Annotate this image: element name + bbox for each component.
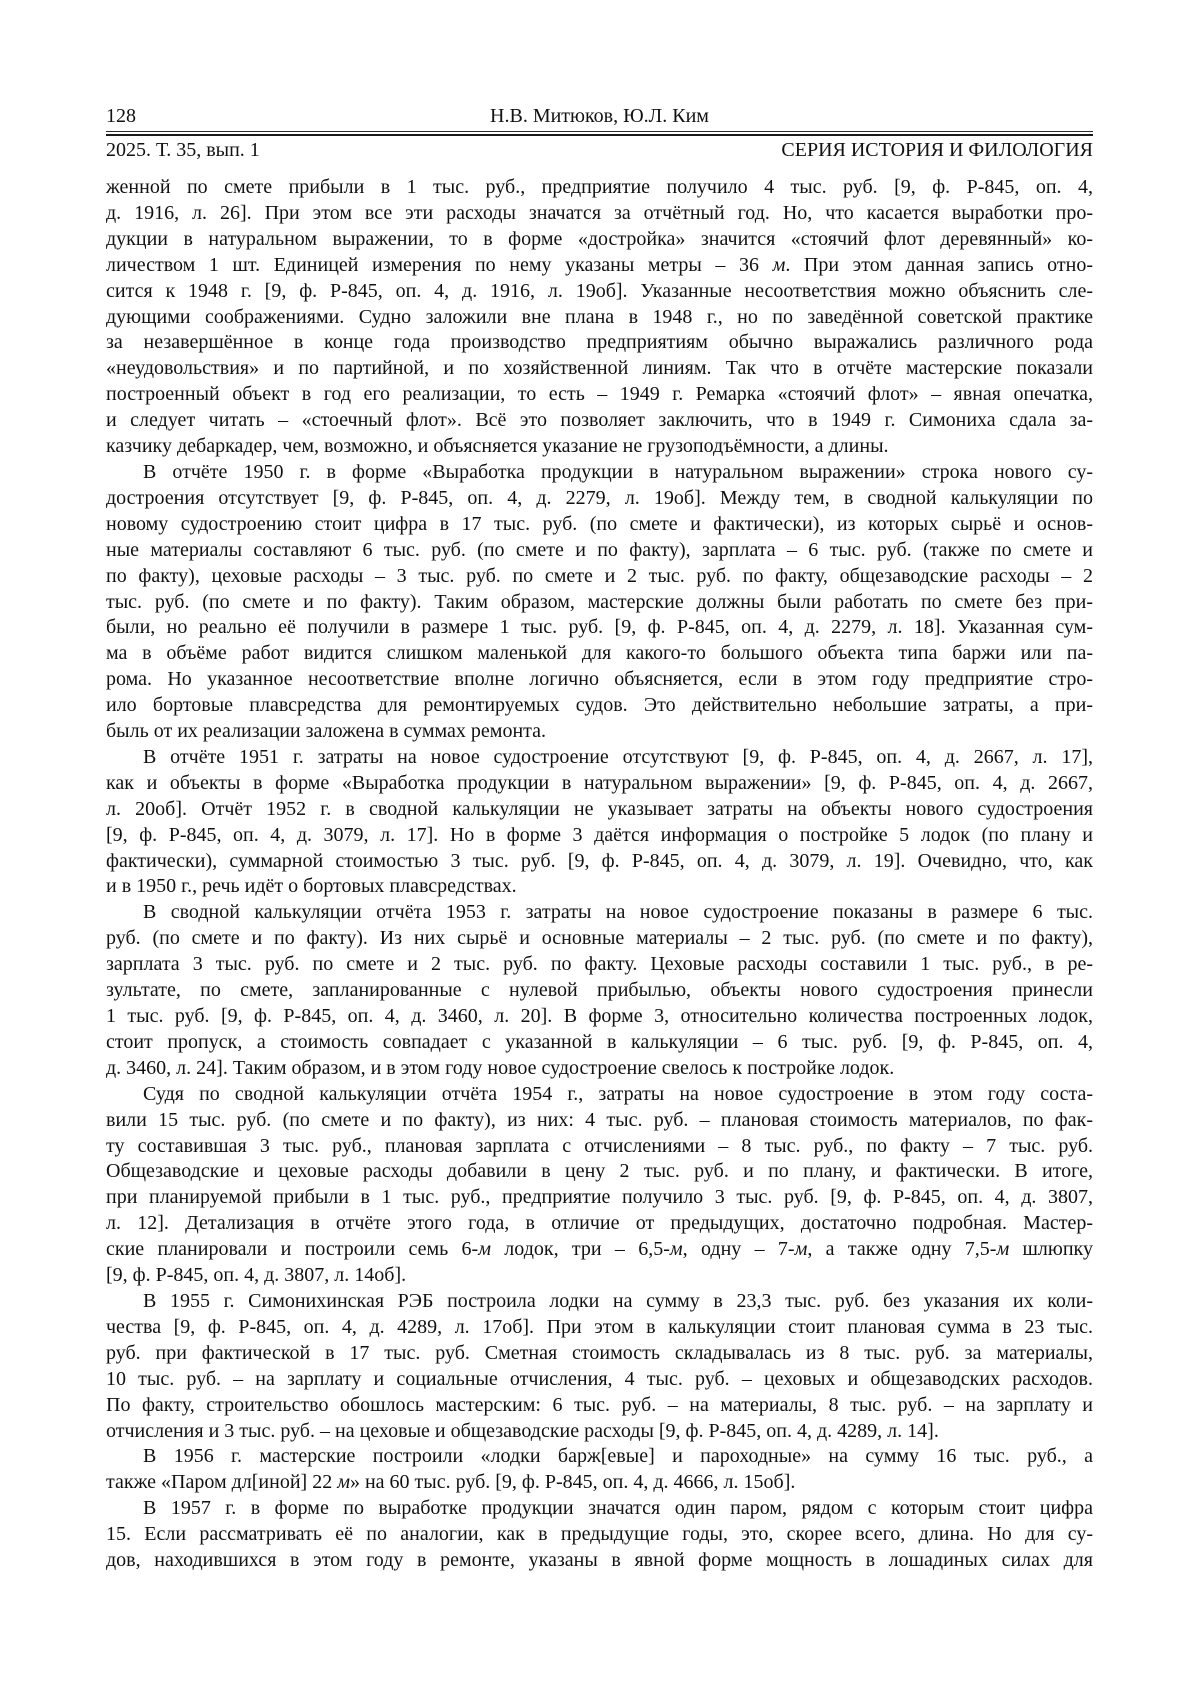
text-line: В 1957 г. в форме по выработке продукции значатся один паром, рядом с которым стоит цифра xyxy=(143,1497,1093,1520)
text-line: казчику дебаркадер, чем, возможно, и объясняется указание не грузоподъёмности, а длины. xyxy=(106,435,889,458)
text-line: быль от их реализации заложена в суммах ремонта. xyxy=(106,720,547,743)
text-line: ило бортовые плавсредства для ремонтируемых судов. Это действительно небольшие затраты, а при- xyxy=(106,694,1093,717)
text-line: и в 1950 г., речь идёт о бортовых плавсредствах. xyxy=(106,875,517,898)
text-line: были, но реально её получили в размере 1 тыс. руб. [9, ф. Р-845, оп. 4, д. 2279, л. 18]. Указанная сум- xyxy=(106,616,1093,639)
text-line: за незавершённое в конце года производство предприятиям обычно выражались различного рода xyxy=(106,331,1093,354)
text-line: В 1956 г. мастерские построили «лодки барж[евые] и пароходные» на сумму 16 тыс. руб., а xyxy=(143,1445,1093,1468)
text-line: сится к 1948 г. [9, ф. Р-845, оп. 4, д. 1916, л. 19об]. Указанные несоответствия можно объяснить сле- xyxy=(106,279,1093,302)
text-line: дукции в натуральном выражении, то в форме «достройка» значится «стоячий флот деревянный» ко- xyxy=(106,227,1093,250)
text-line: ту составившая 3 тыс. руб., плановая зарплата с отчислениями – 8 тыс. руб., по факту – 7 тыс. руб. xyxy=(106,1134,1093,1157)
text-line: 15. Если рассматривать её по аналогии, как в предыдущие годы, это, скорее всего, длина. Но для су- xyxy=(106,1523,1093,1546)
page-header xyxy=(106,104,1093,162)
text-line: В сводной калькуляции отчёта 1953 г. затраты на новое судостроение показаны в размере 6 тыс. xyxy=(143,901,1093,924)
text-line: 10 тыс. руб. – на зарплату и социальные отчисления, 4 тыс. руб. – цеховых и общезаводских расходов. xyxy=(106,1367,1093,1390)
paragraph xyxy=(106,175,1093,460)
paragraph xyxy=(106,1289,1093,1444)
text-line: зультате, по смете, запланированные с нулевой прибылью, объекты нового судостроения принесли xyxy=(106,979,1093,1002)
text-line: дующими соображениями. Судно заложили вне плана в 1948 г., но по заведённой советской практике xyxy=(106,305,1093,328)
text-line: [9, ф. Р-845, оп. 4, д. 3807, л. 14об]. xyxy=(106,1264,407,1287)
text-line: д. 3460, л. 24]. Таким образом, и в этом году новое судостроение свелось к постройке лодок. xyxy=(106,1056,895,1079)
text-line: ные материалы составляют 6 тыс. руб. (по смете и по факту), зарплата – 6 тыс. руб. (также по смете и xyxy=(106,538,1093,561)
text-line: руб. (по смете и по факту). Из них сырьё и основные материалы – 2 тыс. руб. (по смете и по факту), xyxy=(106,927,1093,950)
series-title: СЕРИЯ ИСТОРИЯ И ФИЛОЛОГИЯ xyxy=(781,139,1093,161)
article-body xyxy=(106,175,1093,1574)
text-line: рома. Но указанное несоответствие вполне логично объясняется, если в этом году предприятие стро- xyxy=(106,668,1093,691)
text-line: построенный объект в год его реализации, то есть – 1949 г. Ремарка «стоячий флот» – явная опечатка, xyxy=(106,383,1093,406)
text-line: руб. при фактической в 17 тыс. руб. Сметная стоимость складывалась из 8 тыс. руб. за материалы, xyxy=(106,1341,1093,1364)
page-number: 128 xyxy=(106,105,136,127)
issue-info: 2025. Т. 35, вып. 1 xyxy=(106,139,260,161)
text-line: ские планировали и построили семь 6-м лодок, три – 6,5-м, одну – 7-м, а также одну 7,5-м шлюпку xyxy=(106,1238,1093,1261)
header-rule xyxy=(106,131,1093,136)
running-head-authors: Н.В. Митюков, Ю.Л. Ким xyxy=(490,105,709,127)
text-line: В отчёте 1950 г. в форме «Выработка продукции в натуральном выражении» строка нового су- xyxy=(143,460,1093,483)
text-line: тыс. руб. (по смете и по факту). Таким образом, мастерские должны были работать по смете без при- xyxy=(106,590,1093,613)
paragraph xyxy=(106,1082,1093,1289)
text-line: д. 1916, л. 26]. При этом все эти расходы значатся за отчётный год. Но, что касается выработки про- xyxy=(106,201,1093,224)
text-line: зарплата 3 тыс. руб. по смете и 2 тыс. руб. по факту. Цеховые расходы составили 1 тыс. руб., в ре- xyxy=(106,953,1093,976)
text-line: по факту), цеховые расходы – 3 тыс. руб. по смете и 2 тыс. руб. по факту, общезаводские расходы – 2 xyxy=(106,564,1093,587)
text-line: В 1955 г. Симонихинская РЭБ построила лодки на сумму в 23,3 тыс. руб. без указания их коли- xyxy=(143,1289,1093,1312)
text-line: По факту, строительство обошлось мастерским: 6 тыс. руб. – на материалы, 8 тыс. руб. – на зарплату и xyxy=(106,1393,1093,1416)
text-line: «неудовольствия» и по партийной, и по хозяйственной линиям. Так что в отчёте мастерские показали xyxy=(106,357,1093,380)
running-head-row xyxy=(106,104,1093,128)
text-line: 1 тыс. руб. [9, ф. Р-845, оп. 4, д. 3460, л. 20]. В форме 3, относительно количества построенных лодок, xyxy=(106,1005,1093,1027)
text-line: отчисления и 3 тыс. руб. – на цеховые и общезаводские расходы [9, ф. Р-845, оп. 4, д. 4289, л. 14]. xyxy=(106,1419,939,1442)
text-line: вили 15 тыс. руб. (по смете и по факту), из них: 4 тыс. руб. – плановая стоимость материалов, по фак- xyxy=(106,1108,1093,1131)
text-line: стоит пропуск, а стоимость совпадает с указанной в калькуляции – 6 тыс. руб. [9, ф. Р-845, оп. 4, xyxy=(106,1030,1093,1053)
text-line: как и объекты в форме «Выработка продукции в натуральном выражении» [9, ф. Р-845, оп. 4, д. 2667, xyxy=(106,771,1093,794)
text-line: чества [9, ф. Р-845, оп. 4, д. 4289, л. 17об]. При этом в калькуляции стоит плановая сумма в 23 тыс. xyxy=(106,1315,1093,1338)
text-line: [9, ф. Р-845, оп. 4, д. 3079, л. 17]. Но в форме 3 даётся информация о постройке 5 лодок (по плану и xyxy=(106,823,1093,846)
text-line: ма в объёме работ видится слишком маленькой для какого-то большого объекта типа баржи или па- xyxy=(106,642,1093,665)
text-line: также «Паром дл[иной] 22 м» на 60 тыс. руб. [9, ф. Р-845, оп. 4, д. 4666, л. 15об]. xyxy=(106,1471,796,1494)
text-line: при планируемой прибыли в 1 тыс. руб., предприятие получило 3 тыс. руб. [9, ф. Р-845, оп. 4, д. 3807, xyxy=(106,1186,1093,1209)
text-line: и следует читать – «стоечный флот». Всё это позволяет заключить, что в 1949 г. Симониха сдала за- xyxy=(106,409,1093,432)
issue-series-row xyxy=(106,138,1093,162)
paragraph xyxy=(106,900,1093,1081)
text-line: л. 12]. Детализация в отчёте этого года, в отличие от предыдущих, достаточно подробная. Мастер- xyxy=(106,1212,1093,1235)
paragraph xyxy=(106,1496,1093,1574)
paragraph xyxy=(106,745,1093,900)
text-line: женной по смете прибыли в 1 тыс. руб., предприятие получило 4 тыс. руб. [9, ф. Р-845, оп. 4, xyxy=(106,176,1093,198)
text-line: дов, находившихся в этом году в ремонте, указаны в явной форме мощность в лошадиных силах для xyxy=(106,1549,1093,1572)
text-line: л. 20об]. Отчёт 1952 г. в сводной калькуляции не указывает затраты на объекты нового судостроения xyxy=(106,797,1093,820)
text-line: фактически), суммарной стоимостью 3 тыс. руб. [9, ф. Р-845, оп. 4, д. 3079, л. 19]. Очевидно, что, как xyxy=(106,849,1093,872)
paragraph xyxy=(106,460,1093,745)
text-line: достроения отсутствует [9, ф. Р-845, оп. 4, д. 2279, л. 19об]. Между тем, в сводной калькуляции по xyxy=(106,486,1093,509)
paragraph xyxy=(106,1444,1093,1496)
text-line: личеством 1 шт. Единицей измерения по нему указаны метры – 36 м. При этом данная запись отно- xyxy=(106,253,1093,276)
text-line: Общезаводские и цеховые расходы добавили в цену 2 тыс. руб. и по плану, и фактически. В итоге, xyxy=(106,1160,1093,1183)
text-line: новому судостроению стоит цифра в 17 тыс. руб. (по смете и фактически), из которых сырьё и основ- xyxy=(106,512,1093,535)
text-line: Судя по сводной калькуляции отчёта 1954 г., затраты на новое судостроение в этом году соста- xyxy=(143,1082,1093,1105)
text-line: В отчёте 1951 г. затраты на новое судостроение отсутствуют [9, ф. Р-845, оп. 4, д. 2667, л. 17], xyxy=(143,745,1093,768)
